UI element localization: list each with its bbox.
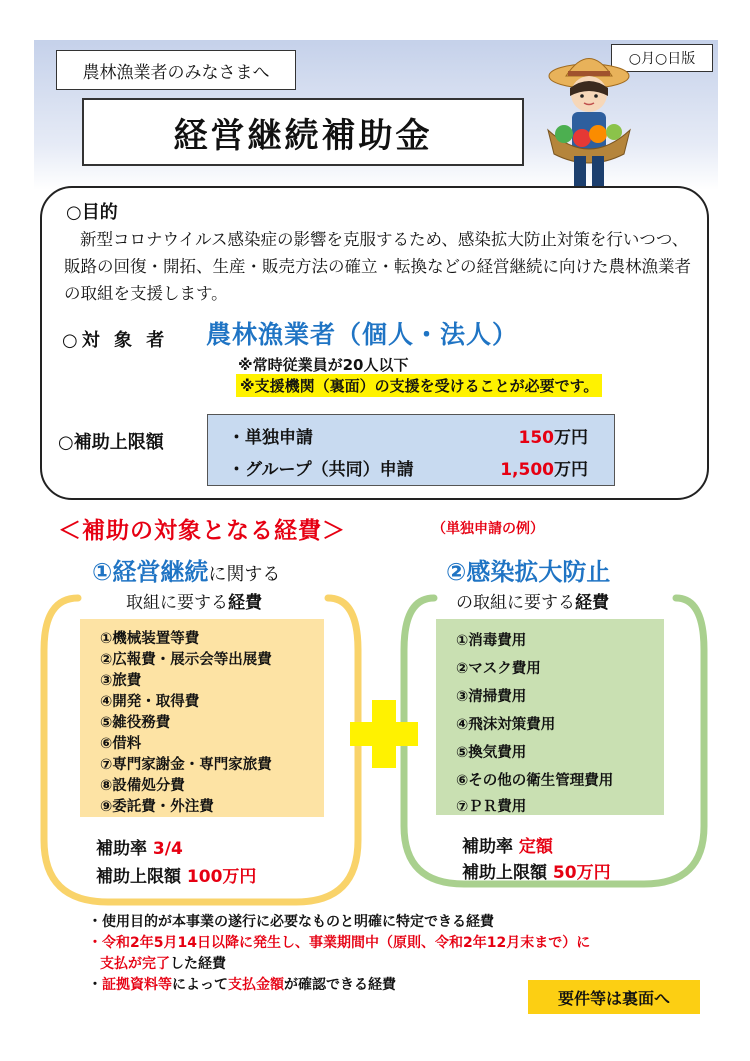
target-value: 農林漁業者（個人・法人） [206,320,519,349]
condition-text: が確認できる経費 [284,977,396,993]
condition-text: 事業期間中 [308,935,379,951]
page-title: 経営継続補助金 [82,98,524,166]
col1-rate-label: 補助率 [96,839,147,859]
col2-title: ②感染拡大防止 [446,558,611,586]
list-item: ③清掃費用 [456,689,527,705]
col1-limit-value: 100万円 [186,867,257,887]
col2-rate-label: 補助率 [462,837,513,857]
condition-text: ・ [88,977,102,993]
limit-row-group [228,455,598,480]
limit-row-amount: 1,500 [500,460,554,480]
col1-rate-value: 3/4 [152,839,183,859]
limit-row-unit: 万円 [554,460,588,480]
condition-text: 支払が完了 [100,956,170,972]
col2-item-list [436,619,664,815]
list-item: ②広報費・展示会等出展費 [100,652,272,668]
list-item: ③旅費 [100,673,142,689]
edition-label: ○月○日版 [611,44,713,72]
condition-text: ・令和2年5月14日以降に発生し、 [88,935,309,951]
col1-title-strong: ①経営継続 [92,558,209,586]
col1-limit [96,862,256,887]
col2-limit-value: 50万円 [552,863,611,883]
condition-text: 支払金額 [228,977,284,993]
limit-box [207,414,615,486]
purpose-text: 新型コロナウイルス感染症の影響を克服するため、感染拡大防止対策を行いつつ、販路の回復・開拓、生産・販売方法の確立・転換などの経営継続に向けた農林漁業者の取組を支援します。 [64,230,691,303]
list-item: ④飛沫対策費用 [456,717,556,733]
target-note-employees: ※常時従業員が20人以下 [238,356,409,374]
list-item: ①機械装置等費 [100,631,200,647]
expenses-subheading: （単独申請の例） [432,521,544,537]
col1-title-rest: に関する [208,564,281,585]
col1-limit-label: 補助上限額 [96,867,181,887]
col1-subtitle-a: 取組に要する [126,593,228,613]
condition-text: （原則、令和2年12月末まで）に [378,935,591,951]
purpose-heading: ○目的 [66,202,118,223]
col2-rate-value: 定額 [518,837,553,857]
condition-item [88,954,708,975]
col2-limit-label: 補助上限額 [462,863,547,883]
condition-text: によって [172,977,228,993]
col1-item-list [80,619,324,817]
limit-row-label: ・単独申請 [228,428,313,448]
col2-subtitle-a: の取組に要する [456,593,575,613]
see-back-label: 要件等は裏面へ [528,980,700,1014]
limit-row-unit: 万円 [554,428,588,448]
list-item: ⑧設備処分費 [100,778,185,794]
list-item: ⑦ＰＲ費用 [456,799,527,815]
col1-rate [96,834,183,859]
expenses-heading: ＜補助の対象となる経費＞ [58,518,346,544]
limit-heading: ○補助上限額 [58,432,164,453]
limit-row-label: ・グループ（共同）申請 [228,460,414,480]
list-item: ⑤雑役務費 [100,715,171,731]
audience-label: 農林漁業者のみなさまへ [56,50,296,90]
list-item: ⑨委託費・外注費 [100,799,214,815]
list-item: ⑤換気費用 [456,745,527,761]
target-heading: ○対 象 者 [62,330,169,351]
limit-row-amount: 150 [518,428,554,448]
condition-item: ・使用目的が本事業の遂行に必要なものと明確に特定できる経費 [88,914,494,930]
limit-row-single [228,423,598,448]
condition-item [88,933,708,954]
condition-text: した経費 [170,956,226,972]
col2-subtitle-b: 経費 [575,593,609,613]
list-item: ①消毒費用 [456,633,527,649]
farmer-illustration-icon [534,46,644,196]
condition-text: 証拠資料等 [102,977,172,993]
list-item: ⑥その他の衛生管理費用 [456,773,614,789]
list-item: ⑥借料 [100,736,142,752]
col2-limit [462,858,611,883]
col1-subtitle-b: 経費 [228,593,262,613]
col2-rate [462,832,553,857]
list-item: ⑦専門家謝金・専門家旅費 [100,757,272,773]
target-note-support: ※支援機関（裏面）の支援を受けることが必要です。 [236,374,602,397]
list-item: ④開発・取得費 [100,694,200,710]
list-item: ②マスク費用 [456,661,541,677]
plus-icon [350,700,418,768]
col1-title [92,552,280,587]
